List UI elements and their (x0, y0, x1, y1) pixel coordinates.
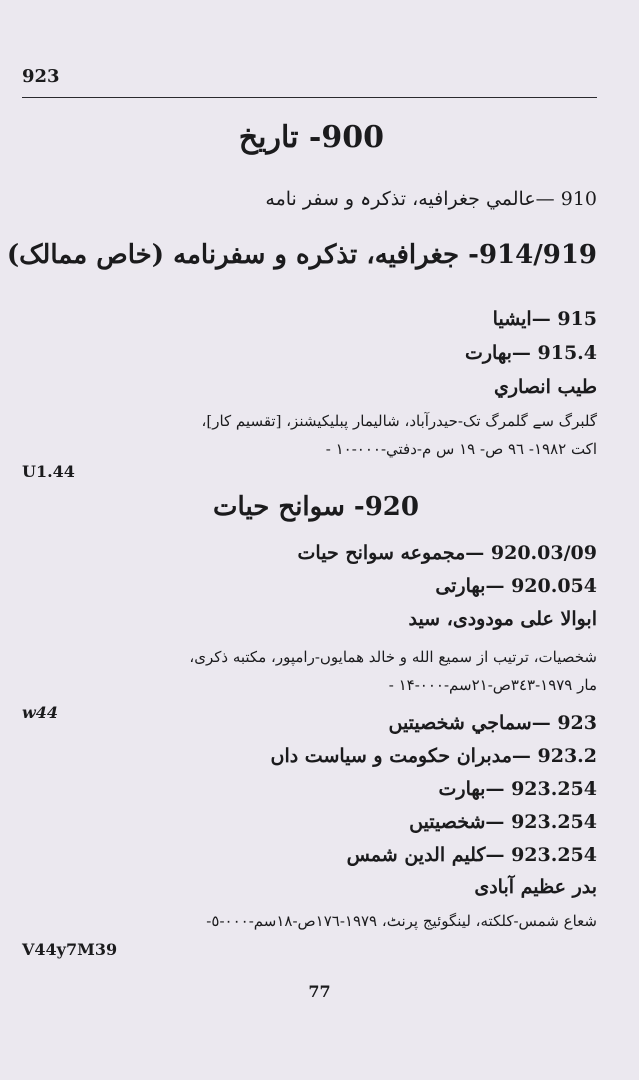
statesmen-entry: 923.2 —مدبران حکومت و سیاست داں (270, 745, 597, 767)
india-entry: 915.4 —بھارت (464, 342, 597, 364)
social-personalities-entry: 923 —سماجي شخصیتیں (388, 712, 597, 734)
specific-geography-heading: 914/919- جغرافيه، تذكره و سفرنامه (خاص ممالک) (6, 240, 597, 270)
india-entry: 923.254 —بھارت (438, 778, 597, 800)
history-heading: 900- تاریخ (238, 120, 384, 155)
kaleem-entry: 923.254 —کلیم الدین شمس (346, 844, 597, 866)
bibliographic-line: گلبرگ سے گلمرگ تک-حیدرآباد، شالیمار پبلیکیشنز، [تقسیم کار]، (201, 412, 597, 430)
biography-heading: 920- سوانح حیات (213, 492, 419, 522)
accession-number: U1.44 (22, 462, 75, 481)
personalities-entry: 923.254 —شخصیتیں (409, 811, 597, 833)
asia-entry: 915 —ایشیا (492, 308, 597, 330)
header-rule (22, 97, 597, 98)
collected-biography-entry: 920.03/09 —مجموعه سوانح حیات (297, 542, 597, 564)
page-number-top: 923 (22, 66, 60, 87)
author-name: طیب انصاري (493, 376, 597, 398)
accession-number: w44 (22, 703, 59, 722)
accession-number: V44y7M39 (22, 940, 118, 959)
folio-number: 77 (308, 982, 331, 1001)
author-name: ابوالا علی مودودی، سید (408, 608, 597, 630)
world-geography-entry: 910 —عالمي جغرافيه، تذکرہ و سفر نامه (265, 188, 597, 210)
bibliographic-line: شخصیات، ترتیب از سمیع الله و خالد همایوں-رامپور، مکتبه ذکری، (189, 648, 597, 666)
indian-biography-entry: 920.054 —بھارتی (435, 575, 597, 597)
author-name: بدر عظیم آبادی (474, 876, 597, 898)
bibliographic-line: شعاع شمس-کلکته، لینگوئیج پرنٹ، ١٩٧٩-١٧٦ص-١٨سم-٠٠٠-٥- (206, 912, 597, 930)
bibliographic-line: اکت ١٩٨٢- ٩٦ ص- ١٩ س م-دفتي-٠٠٠-١٠ - (325, 440, 597, 458)
bibliographic-line: مار ١٩٧٩-٣٤٣ص-٢١سم-٠٠٠-١۴ - (388, 676, 597, 694)
